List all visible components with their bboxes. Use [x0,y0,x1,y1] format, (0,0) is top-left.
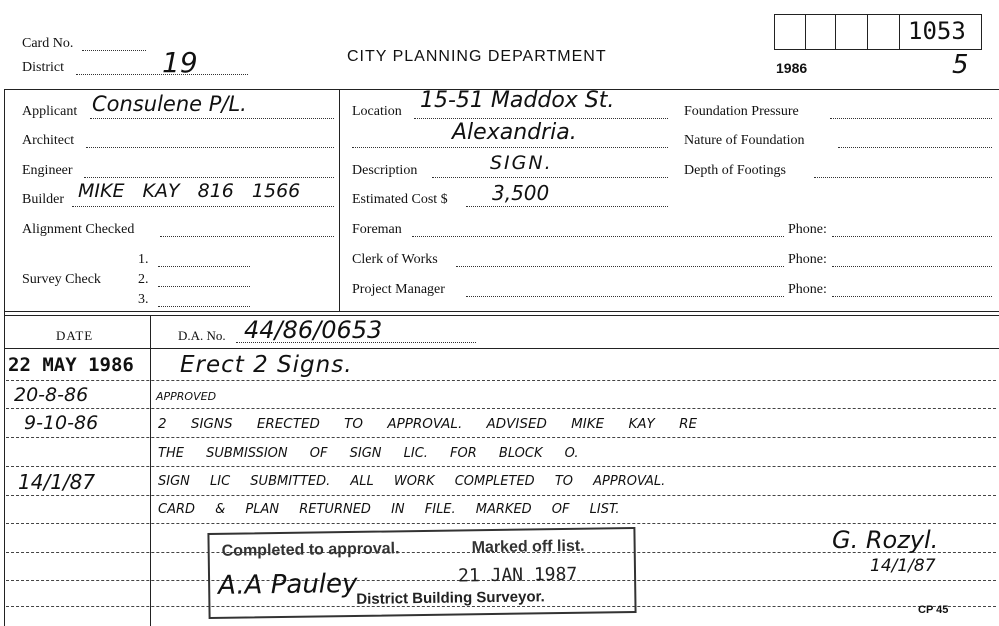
description-value: SIGN. [490,152,553,174]
location-label: Location [352,104,402,119]
cost-line [466,206,668,207]
phone-line-1 [832,236,992,237]
stamp-date: 21 JAN 1987 [457,563,578,587]
da-value: 44/86/0653 [244,316,383,344]
location-value-2: Alexandria. [452,120,577,145]
signature-date: 14/1/87 [870,556,936,576]
foreman-line [412,236,784,237]
location-line [414,118,668,119]
project-manager-label: Project Manager [352,282,445,297]
log-text-5: SIGN LIC SUBMITTED. ALL WORK COMPLETED TO APPROVAL. [158,474,666,489]
section-rule-2 [4,315,999,316]
stamp-line-1: Completed to approval. [221,540,400,560]
applicant-line [90,118,334,119]
depth-footings-label: Depth of Footings [684,163,786,178]
stamp-signature: A.A Pauley [217,568,358,601]
engineer-line [84,177,334,178]
log-text-1: Erect 2 Signs. [180,352,353,378]
year: 1986 [776,60,808,76]
builder-label: Builder [22,192,64,207]
page-title: CITY PLANNING DEPARTMENT [347,48,607,65]
foundation-pressure-line [830,118,992,119]
stamp-footer: District Building Surveyor. [356,588,545,608]
log-date-2: 20-8-86 [14,384,89,406]
card-no-label: Card No. [22,36,74,51]
log-rule-4 [6,466,996,467]
phone-line-2 [832,266,992,267]
da-label: D.A. No. [178,328,226,343]
architect-line [86,147,334,148]
alignment-line [160,236,334,237]
applicant-value: Consulene P/L. [92,92,247,116]
date-header: DATE [56,328,94,343]
nature-foundation-label: Nature of Foundation [684,133,805,148]
form-code: CP 45 [918,604,949,616]
log-rule-3 [6,437,996,438]
log-rule-6 [6,523,996,524]
survey-3-line [158,306,250,307]
card-no-line [82,50,146,51]
log-date-5: 14/1/87 [18,470,96,494]
phone-label-2: Phone: [788,252,827,267]
location-value-1: 15-51 Maddox St. [420,88,615,113]
log-rule-5 [6,495,996,496]
log-rule-1 [6,380,996,381]
left-border [4,89,5,626]
location-line-2 [352,147,668,148]
card-suffix: 5 [952,50,969,80]
applicant-label: Applicant [22,104,78,119]
section-rule [4,311,999,312]
foreman-label: Foreman [352,222,402,237]
stamp-line-1b: Marked off list. [471,537,585,557]
nature-foundation-line [838,147,992,148]
approval-stamp [207,527,636,619]
clerk-line [456,266,784,267]
district-label: District [22,60,64,75]
builder-line [72,206,334,207]
survey-1: 1. [138,252,149,267]
log-text-4: THE SUBMISSION OF SIGN LIC. FOR BLOCK O. [158,446,579,461]
architect-label: Architect [22,133,75,148]
builder-value: MIKE KAY 816 1566 [78,180,301,202]
survey-2: 2. [138,272,149,287]
cost-label: Estimated Cost $ [352,192,448,207]
survey-1-line [158,266,250,267]
log-text-2: APPROVED [156,390,217,403]
description-line [432,177,668,178]
phone-line-3 [832,296,992,297]
log-date-1: 22 MAY 1986 [8,354,134,376]
foundation-pressure-label: Foundation Pressure [684,104,799,119]
signature: G. Rozyl. [832,526,939,554]
survey-3: 3. [138,292,149,307]
engineer-label: Engineer [22,163,73,178]
phone-label-1: Phone: [788,222,827,237]
description-label: Description [352,163,418,178]
depth-footings-line [814,177,992,178]
clerk-label: Clerk of Works [352,252,438,267]
log-header-rule [4,348,999,349]
column-divider [339,89,340,311]
log-text-6: CARD & PLAN RETURNED IN FILE. MARKED OF LIST. [158,502,620,517]
alignment-label: Alignment Checked [22,222,135,237]
phone-label-3: Phone: [788,282,827,297]
log-text-3: 2 SIGNS ERECTED TO APPROVAL. ADVISED MIKE KAY RE [158,416,697,432]
pm-line [466,296,784,297]
log-date-3: 9-10-86 [24,412,99,434]
district-value: 19 [162,46,198,79]
log-rule-2 [6,408,996,409]
card-number-box [774,14,982,50]
survey-2-line [158,286,250,287]
card-number: 1053 [908,17,966,45]
cost-value: 3,500 [492,181,550,205]
survey-label: Survey Check [22,272,101,287]
